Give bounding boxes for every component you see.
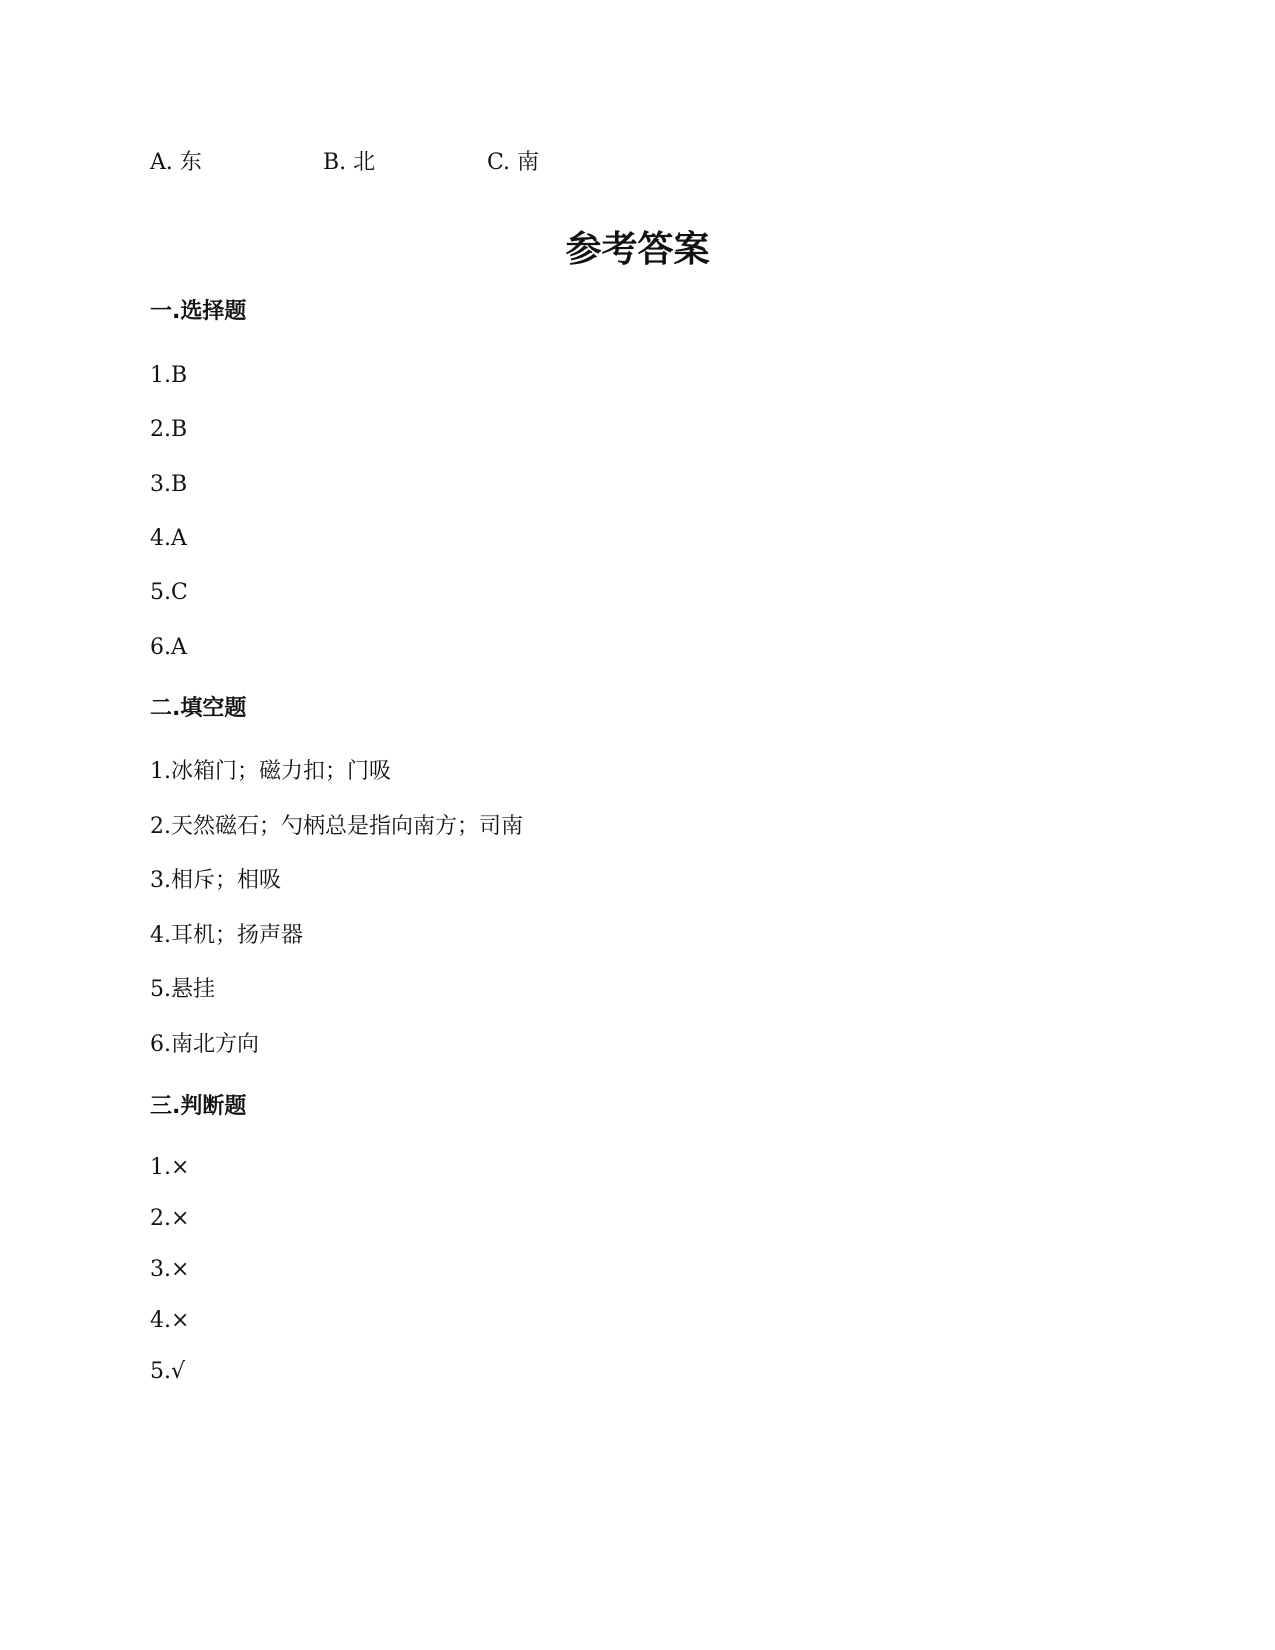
answer-item: 3.B [150, 472, 188, 497]
option-b: B. 北 [323, 150, 376, 175]
answer-item: 5.C [150, 580, 188, 605]
option-a: A. 东 [150, 150, 202, 175]
answer-item: 3.× [150, 1257, 190, 1282]
option-c: C. 南 [487, 150, 540, 175]
answer-item: 2.× [150, 1206, 190, 1231]
answer-item: 1.× [150, 1155, 190, 1180]
answer-item: 3.相斥；相吸 [150, 868, 281, 893]
answer-item: 5.√ [150, 1359, 186, 1384]
section-heading-true-false: 三.判断题 [150, 1094, 247, 1119]
answer-item: 2.天然磁石；勺柄总是指向南方；司南 [150, 814, 523, 839]
answer-item: 1.B [150, 363, 188, 388]
page-title: 参考答案 [565, 229, 710, 270]
answer-item: 6.南北方向 [150, 1032, 259, 1057]
answer-item: 1.冰箱门；磁力扣；门吸 [150, 759, 391, 784]
section-heading-fill-in: 二.填空题 [150, 696, 247, 721]
section-heading-multiple-choice: 一.选择题 [150, 299, 247, 324]
answer-item: 4.耳机；扬声器 [150, 923, 303, 948]
answer-item: 4.A [150, 526, 187, 551]
answer-item: 5.悬挂 [150, 977, 215, 1002]
answer-item: 4.× [150, 1308, 190, 1333]
answer-item: 6.A [150, 635, 187, 660]
answer-item: 2.B [150, 417, 188, 442]
